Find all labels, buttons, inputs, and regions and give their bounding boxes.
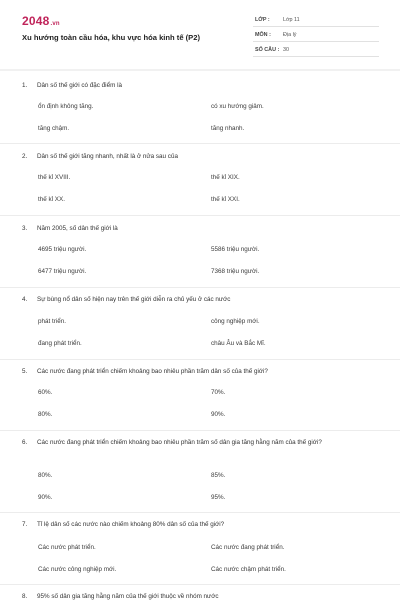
question-number: 2. — [22, 153, 28, 160]
answer-option[interactable]: 85%. — [211, 472, 226, 479]
question-text: Tỉ lệ dân số các nước nào chiếm khoảng 80% dân số của thế giới? — [37, 521, 225, 528]
answer-option[interactable]: Các nước phát triển. — [38, 544, 96, 551]
answer-option[interactable]: có xu hướng giảm. — [211, 103, 264, 110]
answer-option[interactable]: tăng nhanh. — [211, 125, 245, 132]
question-text: Sự bùng nổ dân số hiện nay trên thế giới diễn ra chủ yếu ở các nước — [37, 296, 231, 303]
question-number: 6. — [22, 439, 28, 446]
question-divider — [0, 359, 400, 360]
worksheet-header — [0, 0, 400, 72]
question-text: Năm 2005, số dân thế giới là — [37, 225, 118, 232]
question-stem — [22, 437, 372, 448]
meta-label: LỚP : — [255, 17, 270, 23]
answer-option[interactable]: công nghiệp mới. — [211, 318, 260, 325]
answer-option[interactable]: 80%. — [38, 472, 53, 479]
question-stem — [22, 519, 372, 530]
meta-label: SỐ CÂU : — [255, 47, 280, 53]
question-number: 4. — [22, 296, 28, 303]
page-title: Xu hướng toàn cầu hóa, khu vực hóa kinh tế (P2) — [22, 33, 200, 42]
question-stem — [22, 223, 372, 234]
answer-option[interactable]: ổn định không tăng. — [38, 103, 94, 110]
question-text: Dân số thế giới tăng nhanh, nhất là ở nửa sau của — [37, 153, 178, 160]
question-text: Các nước đang phát triển chiếm khoảng bao nhiêu phần trăm dân số của thế giới? — [37, 368, 268, 375]
answer-option[interactable]: châu Âu và Bắc Mĩ. — [211, 340, 266, 347]
question-stem — [22, 294, 372, 305]
question-divider — [0, 215, 400, 216]
meta-row-subject — [253, 29, 379, 42]
answer-option[interactable]: 60%. — [38, 389, 53, 396]
answer-option[interactable]: thế kỉ XIX. — [211, 174, 240, 181]
question-divider — [0, 143, 400, 144]
question-number: 3. — [22, 225, 28, 232]
question-7 — [0, 519, 400, 581]
meta-row-class — [253, 14, 379, 27]
question-stem — [22, 591, 372, 600]
answer-option[interactable]: Các nước chậm phát triển. — [211, 566, 286, 573]
header-divider — [0, 69, 400, 71]
question-2 — [0, 151, 400, 213]
answer-option[interactable]: 70%. — [211, 389, 226, 396]
answer-option[interactable]: Các nước đang phát triển. — [211, 544, 285, 551]
answer-option[interactable]: đang phát triển. — [38, 340, 82, 347]
question-1 — [0, 80, 400, 142]
question-text: Dân số thế giới có đặc điểm là — [37, 82, 122, 89]
answer-option[interactable]: 5586 triệu người. — [211, 246, 260, 253]
answer-option[interactable]: Các nước công nghiệp mới. — [38, 566, 117, 573]
meta-value: Địa lý — [283, 32, 297, 38]
answer-option[interactable]: 7368 triệu người. — [211, 268, 260, 275]
question-number: 5. — [22, 368, 28, 375]
site-logo[interactable] — [22, 14, 60, 28]
meta-label: MÔN : — [255, 32, 271, 38]
question-3 — [0, 223, 400, 285]
logo-text: 2048 — [22, 14, 50, 28]
answer-option[interactable]: 90%. — [38, 494, 53, 501]
logo-suffix: .vn — [50, 21, 60, 27]
answer-option[interactable]: thế kỉ XVIII. — [38, 174, 71, 181]
answer-option[interactable]: 4695 triệu người. — [38, 246, 87, 253]
question-text: Các nước đang phát triển chiếm khoảng bao nhiêu phần trăm số dân gia tăng hằng năm của thế giới? — [37, 439, 322, 446]
meta-value: Lớp 11 — [283, 17, 300, 23]
question-5 — [0, 366, 400, 428]
answer-option[interactable]: 6477 triệu người. — [38, 268, 87, 275]
answer-option[interactable]: phát triển. — [38, 318, 67, 325]
question-divider — [0, 430, 400, 431]
question-stem — [22, 366, 372, 377]
meta-row-count — [253, 44, 379, 57]
question-number: 8. — [22, 593, 28, 600]
question-4 — [0, 294, 400, 356]
answer-option[interactable]: thế kỉ XXI. — [211, 196, 240, 203]
question-stem — [22, 151, 372, 162]
question-divider — [0, 512, 400, 513]
question-divider — [0, 287, 400, 288]
answer-option[interactable]: tăng chậm. — [38, 125, 70, 132]
meta-value: 30 — [283, 47, 289, 53]
question-text: 95% số dân gia tăng hằng năm của thế giới thuộc về nhóm nước — [37, 593, 219, 600]
question-stem — [22, 80, 372, 91]
question-8 — [0, 591, 400, 600]
answer-option[interactable]: 90%. — [211, 411, 226, 418]
question-divider — [0, 584, 400, 585]
answer-option[interactable]: 80%. — [38, 411, 53, 418]
question-number: 1. — [22, 82, 28, 89]
question-number: 7. — [22, 521, 28, 528]
question-6 — [0, 437, 400, 509]
answer-option[interactable]: 95%. — [211, 494, 226, 501]
answer-option[interactable]: thế kỉ XX. — [38, 196, 65, 203]
